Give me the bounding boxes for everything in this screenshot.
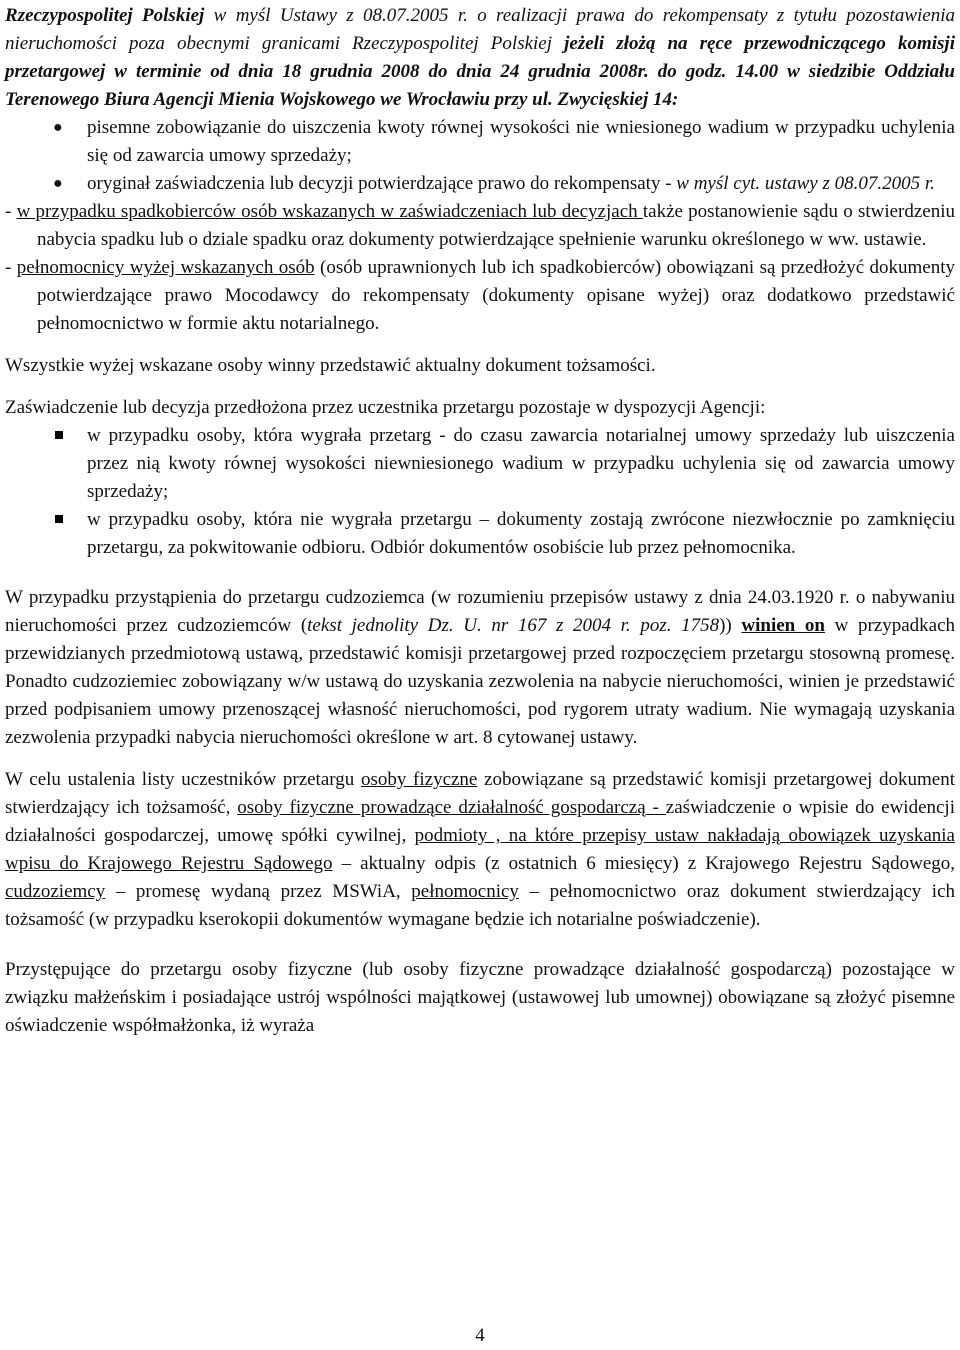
bullet-icon: ● <box>53 119 63 136</box>
participants-underlined-1: osoby fizyczne <box>360 769 478 790</box>
intro-bold-deadline: jeżeli złożą na ręce przewodniczącego komisji przetargowej w terminie od dnia 18 grudnia 2008 do dnia 24 grudnia 2008r. do godz. 14.00 w siedzibie Oddziału Terenowego Biura Agencji Mienia Wojskowego we Wrocławiu przy ul. Zwycięskiej 14: <box>5 33 955 110</box>
list-item <box>5 114 955 170</box>
participants-paragraph <box>5 766 955 934</box>
intro-italic: w myśl Ustawy z 08.07.2005 r. o realizacji prawa do rekompensaty z tytułu pozostawienia nieruchomości poza obecnymi granicami Rzeczypospolitej Polskiej <box>5 5 955 54</box>
heirs-text: także postanowienie sądu o stwierdzeniu nabycia spadku lub o dziale spadku oraz dokumenty potwierdzające spełnienie warunku określonego w ww. ustawie. <box>37 201 956 250</box>
foreigner-text-3: w przypadkach przewidzianych przedmiotową ustawą, przedstawić komisji przetargowej przed rozpoczęciem przetargu stosowną promesę. Ponadto cudzoziemiec zobowiązany w/w ustawą do uzyskania zezwolenia na nabycie nieruchomości, winien je przedstawić przed podpisaniem umowy przenoszącej własność nieruchomości, pod rygorem utraty wadium. Nie wymagają uzyskania zezwolenia przypadki nabycia nieruchomości określone w art. 8 cytowanej ustawy. <box>5 615 956 748</box>
spouses-paragraph: Przystępujące do przetargu osoby fizyczne (lub osoby fizyczne prowadzące działalność gospodarczą) pozostające w związku małżeńskim i posiadające ustrój wspólności majątkowej (ustawowej lub umownej) obowiązane są złożyć pisemne oświadczenie współmałżonka, iż wyraża <box>5 959 955 1036</box>
participants-underlined-5: pełnomocnicy <box>411 881 519 902</box>
certificate-paragraph: Zaświadczenie lub decyzja przedłożona przez uczestnika przetargu pozostaje w dyspozycji Agencji: <box>5 397 766 418</box>
list-item <box>5 170 955 198</box>
foreigner-paragraph <box>5 584 955 752</box>
foreigner-text-1: W przypadku przystąpienia do przetargu cudzoziemca (w rozumieniu przepisów ustawy z dnia 24.03.1920 r. o nabywaniu nieruchomości przez cudzoziemców ( <box>5 587 955 636</box>
intro-bold-start: Rzeczypospolitej Polskiej <box>5 5 205 26</box>
participants-underlined-3: podmioty , na które przepisy ustaw nakładają obowiązek uzyskania wpisu do Krajowego Rejestru Sądowego <box>5 825 955 874</box>
list-item-text: w przypadku osoby, która wygrała przetarg - do czasu zawarcia notarialnej umowy sprzedaży lub uiszczenia przez nią kwoty równej wysokości niewniesionego wadium w przypadku uchylenia się od zawarcia umowy sprzedaży; <box>87 425 955 502</box>
heirs-paragraph <box>5 198 955 254</box>
participants-text-4: – aktualny odpis (z ostatnich 6 miesięcy) z Krajowego Rejestru Sądowego, <box>332 853 956 874</box>
list-item-text: w przypadku osoby, która nie wygrała przetargu – dokumenty zostają zwrócone niezwłocznie po zamknięciu przetargu, za pokwitowanie odbioru. Odbiór dokumentów osobiście lub przez pełnomocnika. <box>87 509 955 558</box>
list-item-italic: w myśl cyt. ustawy z 08.07.2005 r. <box>676 173 935 194</box>
foreigner-italic: tekst jednolity Dz. U. nr 167 z 2004 r. poz. 1758 <box>307 615 720 636</box>
intro-paragraph <box>5 2 955 114</box>
participants-underlined-2: osoby fizyczne prowadzące działalność gospodarczą - <box>237 797 666 818</box>
dash-marker: - <box>5 257 17 278</box>
participants-text-5: – promesę wydaną przez MSWiA, <box>105 881 412 902</box>
list-item <box>5 422 955 506</box>
participants-text-1: W celu ustalenia listy uczestników przetargu <box>5 769 361 790</box>
proxies-paragraph <box>5 254 955 338</box>
list-item <box>5 506 955 562</box>
list-item-text: pisemne zobowiązanie do uiszczenia kwoty równej wysokości nie wniesionego wadium w przypadku uchylenia się od zawarcia umowy sprzedaży; <box>87 117 955 166</box>
participants-text-2: zobowiązane są przedstawić komisji przetargowej dokument stwierdzający ich tożsamość, <box>5 769 956 818</box>
bullet-icon: ● <box>53 175 63 192</box>
foreigner-bold-underlined: winien on <box>741 615 825 636</box>
heirs-underlined: w przypadku spadkobierców osób wskazanych w zaświadczeniach lub decyzjach <box>16 201 643 222</box>
page-number: 4 <box>475 1325 485 1346</box>
foreigner-text-2: )) <box>719 615 742 636</box>
dash-marker: - <box>5 201 17 222</box>
proxies-text: (osób uprawnionych lub ich spadkobierców) obowiązani są przedłożyć dokumenty potwierdzające prawo Mocodawcy do rekompensaty (dokumenty opisane wyżej) oraz dodatkowo przedstawić pełnomocnictwo w formie aktu notarialnego. <box>37 257 956 334</box>
square-bullet-icon <box>55 515 63 523</box>
required-documents-list <box>5 114 955 198</box>
proxies-underlined: pełnomocnicy wyżej wskazanych osób <box>16 257 315 278</box>
identity-paragraph: Wszystkie wyżej wskazane osoby winny przedstawić aktualny dokument tożsamości. <box>5 355 656 376</box>
document-page <box>5 2 955 1040</box>
participants-text-6: – pełnomocnictwo oraz dokument stwierdzający ich tożsamość (w przypadku kserokopii dokumentów wymagane będzie ich notarialne poświadczenie). <box>5 881 955 930</box>
list-item-text: oryginał zaświadczenia lub decyzji potwierdzające prawo do rekompensaty - <box>87 173 677 194</box>
square-bullet-icon <box>55 431 63 439</box>
participants-underlined-4: cudzoziemcy <box>5 881 106 902</box>
certificate-list <box>5 422 955 562</box>
participants-text-3: zaświadczenie o wpisie do ewidencji działalności gospodarczej, umowę spółki cywilnej, <box>5 797 955 846</box>
